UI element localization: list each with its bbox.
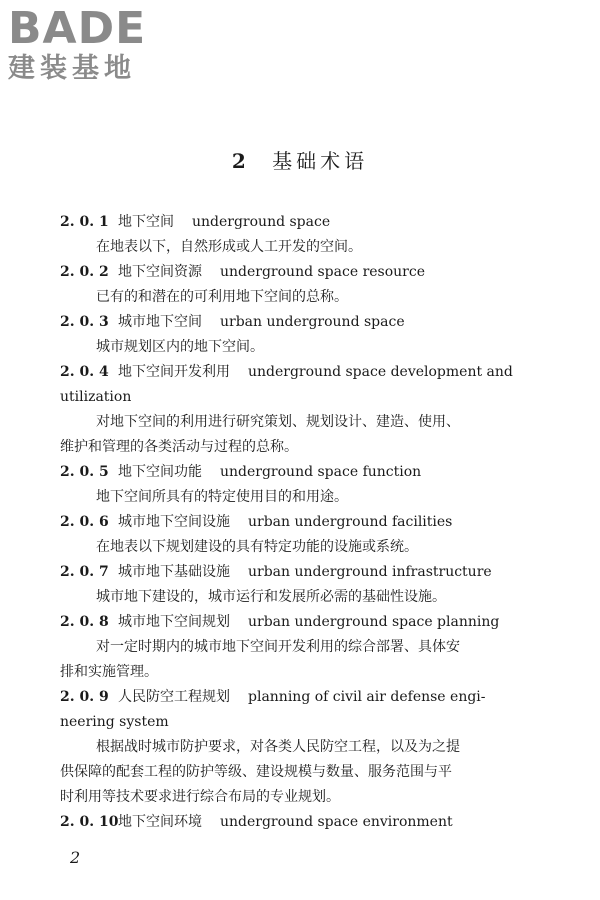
term-en: underground space resource — [220, 264, 425, 280]
definition-line: 地下空间所具有的特定使用目的和用途。 — [96, 489, 348, 505]
term-en: underground space function — [220, 464, 422, 480]
term-heading — [60, 460, 548, 485]
term-en: underground space development and — [248, 364, 513, 380]
term-zh: 城市地下空间设施 — [118, 514, 230, 530]
term-heading — [60, 510, 548, 535]
chapter-heading — [0, 145, 600, 174]
definition-line: 在地表以下，自然形成或人工开发的空间。 — [96, 239, 362, 255]
term-en-continued: utilization — [60, 389, 132, 405]
term-heading — [60, 685, 548, 710]
definition-line: 根据战时城市防护要求，对各类人民防空工程，以及为之提 — [96, 739, 460, 755]
term-en: planning of civil air defense engi- — [248, 689, 486, 705]
definition-line: 城市地下建设的，城市运行和发展所必需的基础性设施。 — [96, 589, 446, 605]
term-zh: 城市地下空间 — [118, 314, 202, 330]
definition-line: 对地下空间的利用进行研究策划、规划设计、建造、使用、 — [96, 414, 460, 430]
page-number: 2 — [70, 848, 81, 867]
term-code: 2. 0. 4 — [60, 364, 109, 380]
term-en: urban underground space planning — [248, 614, 500, 630]
term-zh: 人民防空工程规划 — [118, 689, 230, 705]
watermark-brand-cn: 建装基地 — [8, 53, 136, 84]
term-code: 2. 0. 3 — [60, 314, 109, 330]
term-zh: 地下空间开发利用 — [118, 364, 230, 380]
term-en: urban underground infrastructure — [248, 564, 492, 580]
term-code: 2. 0. 10 — [60, 814, 119, 830]
chapter-number: 2 — [231, 149, 250, 173]
term-en: urban underground facilities — [248, 514, 453, 530]
chapter-title: 基础术语 — [272, 149, 369, 173]
term-code: 2. 0. 6 — [60, 514, 109, 530]
term-en: underground space environment — [220, 814, 453, 830]
definition-line: 维护和管理的各类活动与过程的总称。 — [60, 439, 298, 455]
watermark-brand: BADE — [8, 3, 147, 54]
term-heading — [60, 610, 548, 635]
term-heading — [60, 310, 548, 335]
term-heading — [60, 210, 548, 235]
term-en: urban underground space — [220, 314, 405, 330]
term-en: underground space — [192, 214, 331, 230]
term-code: 2. 0. 5 — [60, 464, 109, 480]
term-code: 2. 0. 2 — [60, 264, 109, 280]
term-code: 2. 0. 8 — [60, 614, 109, 630]
term-zh: 城市地下基础设施 — [118, 564, 230, 580]
term-code: 2. 0. 7 — [60, 564, 109, 580]
watermark-logo — [8, 3, 178, 86]
definition-line: 供保障的配套工程的防护等级、建设规模与数量、服务范围与平 — [60, 764, 452, 780]
term-heading — [60, 560, 548, 585]
term-heading — [60, 360, 548, 385]
term-zh: 地下空间功能 — [118, 464, 202, 480]
definition-line: 城市规划区内的地下空间。 — [96, 339, 264, 355]
term-heading — [60, 810, 548, 835]
term-zh: 地下空间资源 — [118, 264, 202, 280]
term-zh: 城市地下空间规划 — [118, 614, 230, 630]
definition-line: 时利用等技术要求进行综合布局的专业规划。 — [60, 789, 340, 805]
term-heading — [60, 260, 548, 285]
term-zh: 地下空间环境 — [118, 814, 202, 830]
definition-line: 排和实施管理。 — [60, 664, 158, 680]
term-zh: 地下空间 — [118, 214, 174, 230]
term-code: 2. 0. 9 — [60, 689, 109, 705]
term-en-continued: neering system — [60, 714, 169, 730]
term-code: 2. 0. 1 — [60, 214, 109, 230]
definition-line: 在地表以下规划建设的具有特定功能的设施或系统。 — [96, 539, 418, 555]
terms-list — [60, 210, 548, 835]
definition-line: 已有的和潜在的可利用地下空间的总称。 — [96, 289, 348, 305]
definition-line: 对一定时期内的城市地下空间开发利用的综合部署、具体安 — [96, 639, 460, 655]
